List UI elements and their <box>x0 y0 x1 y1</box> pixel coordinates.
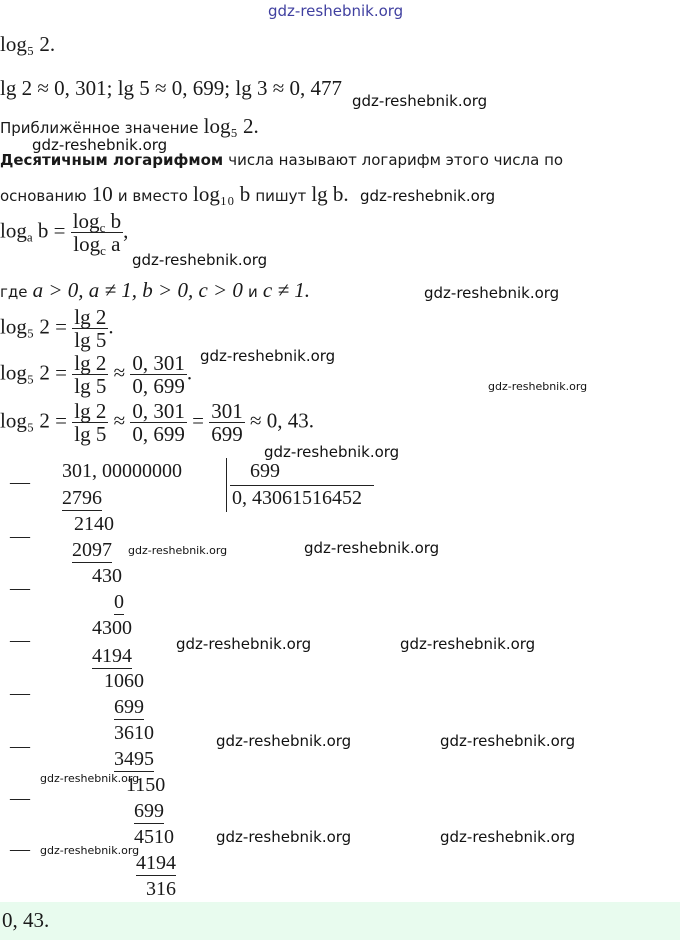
minus-sign: — <box>10 838 30 860</box>
division-step: 2140 <box>74 513 114 535</box>
conditions-expression: a > 0, a ≠ 1, b > 0, c > 0 <box>32 278 243 302</box>
answer-value: 0, 43. <box>2 908 50 932</box>
watermark: gdz-reshebnik.org <box>216 732 352 750</box>
division-step: 4300 <box>92 617 132 639</box>
minus-sign: — <box>10 682 30 704</box>
watermark-top: gdz-reshebnik.org <box>268 2 404 20</box>
watermark: gdz-reshebnik.org <box>304 539 440 557</box>
watermark: gdz-reshebnik.org <box>200 347 336 365</box>
definition-line-2 <box>0 182 349 207</box>
watermark: gdz-reshebnik.org <box>176 635 312 653</box>
quotient: 0, 43061516452 <box>232 487 362 509</box>
division-step: 699 <box>114 696 144 718</box>
watermark: gdz-reshebnik.org <box>40 772 140 785</box>
division-step: 699 <box>134 800 164 822</box>
watermark: gdz-reshebnik.org <box>424 284 560 302</box>
watermark: gdz-reshebnik.org <box>400 635 536 653</box>
step-3: log₅ 2 = $\frac{\lg 2}{\lg 5}$ ≈ $\frac{0, 301}{0, 699}$ = $\frac{301}{699}$ ≈ 0, 43. <box>0 399 314 446</box>
expression-log5-2: log₅ 2. <box>0 32 56 56</box>
division-step: 316 <box>146 878 176 900</box>
division-step: 1060 <box>104 670 144 692</box>
minus-sign: — <box>10 577 30 599</box>
watermark: gdz-reshebnik.org <box>440 732 576 750</box>
watermark: gdz-reshebnik.org <box>352 92 488 110</box>
division-step: 0 <box>114 591 124 613</box>
division-step: 4194 <box>92 645 132 667</box>
division-step: 430 <box>92 565 122 587</box>
conditions-label: где <box>0 283 28 301</box>
def-text-e: пишут <box>255 187 307 205</box>
minus-sign: — <box>10 471 30 493</box>
definition-term: Десятичным логарифмом <box>0 151 224 169</box>
watermark: gdz-reshebnik.org <box>360 187 496 205</box>
watermark: gdz-reshebnik.org <box>128 544 228 557</box>
formula-fraction: $\frac{\log_c b}{\log_c a}$ <box>72 209 122 258</box>
division-bar-vertical <box>226 458 227 512</box>
step-1: log₅ 2 = $\frac{\lg 2}{\lg 5}$ . <box>0 305 114 352</box>
watermark: gdz-reshebnik.org <box>264 443 400 461</box>
minus-sign: — <box>10 735 30 757</box>
minus-sign: — <box>10 787 30 809</box>
division-step: 1150 <box>126 774 166 796</box>
def-log10-b: log₁₀ b <box>192 182 251 206</box>
division-bar-horizontal <box>230 485 374 486</box>
log-values-line: lg 2 ≈ 0, 301; lg 5 ≈ 0, 699; lg 3 ≈ 0, 477 <box>0 76 342 100</box>
division-step: 4510 <box>134 826 174 848</box>
watermark: gdz-reshebnik.org <box>40 844 140 857</box>
conditions-line <box>0 278 310 303</box>
watermark: gdz-reshebnik.org <box>216 828 352 846</box>
definition-text: числа называют логарифм этого числа по <box>228 151 564 169</box>
minus-sign: — <box>10 629 30 651</box>
conditions-and: и <box>248 283 258 301</box>
def-text-a: основанию <box>0 187 87 205</box>
watermark: gdz-reshebnik.org <box>132 251 268 269</box>
division-step: 3610 <box>114 722 154 744</box>
conditions-expression-2: c ≠ 1. <box>262 278 310 302</box>
division-step: 2097 <box>72 539 112 561</box>
division-step: 4194 <box>136 852 176 874</box>
definition-line-1 <box>0 150 563 169</box>
division-step: 3495 <box>114 748 154 770</box>
watermark: gdz-reshebnik.org <box>488 380 588 393</box>
def-lg-b: lg b. <box>311 182 349 206</box>
dividend: 301, 00000000 <box>62 460 182 482</box>
divisor: 699 <box>250 460 280 482</box>
minus-sign: — <box>10 525 30 547</box>
change-of-base-formula: $\log_a b$ = $\frac{\log_c b}{\log_c a}$ , <box>0 209 129 258</box>
watermark: gdz-reshebnik.org <box>32 136 168 154</box>
approx-label: Приближённое значение <box>0 119 199 137</box>
watermark: gdz-reshebnik.org <box>440 828 576 846</box>
answer-box <box>0 902 680 940</box>
approx-expression: log₅ 2. <box>203 114 259 138</box>
step-2: log₅ 2 = $\frac{\lg 2}{\lg 5}$ ≈ $\frac{0, 301}{0, 699}$ . <box>0 351 193 398</box>
def-base-ten: 10 <box>91 182 113 206</box>
def-text-c: и вместо <box>117 187 188 205</box>
division-step: 2796 <box>62 487 102 509</box>
